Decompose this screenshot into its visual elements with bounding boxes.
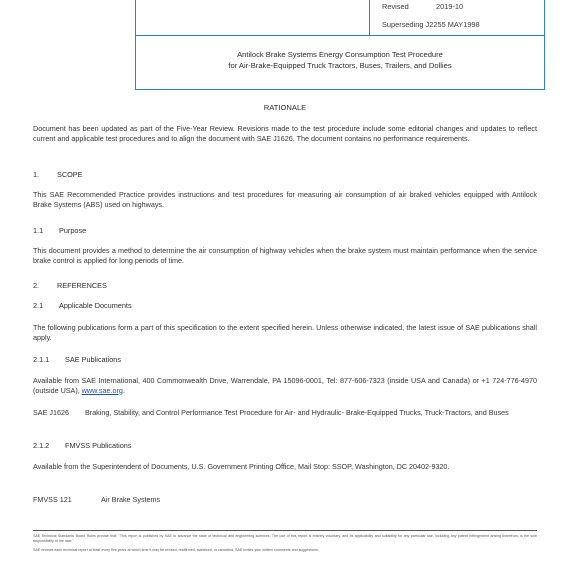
header-divider (136, 35, 544, 36)
section-number: 1. (33, 170, 40, 179)
section-title: REFERENCES (57, 281, 107, 290)
applicable-text: The following publications form a part of this specification to the extent specified herein. Unless otherwise indicated, the latest issue of SAE publications shall apply. (33, 323, 537, 342)
document-title-line-2: for Air-Brake-Equipped Truck Tractors, Buses, Trailers, and Dollies (228, 61, 452, 70)
reference-title: Air Brake Systems (101, 495, 161, 504)
document-title-line-1: Antilock Brake Systems Energy Consumption Test Procedure (237, 50, 443, 59)
section-number: 2. (33, 281, 40, 290)
section-title: Applicable Documents (59, 301, 132, 310)
section-number: 2.1.2 (33, 441, 50, 450)
section-title: SAE Publications (65, 355, 121, 364)
revised-date: 2019-10 (436, 2, 464, 11)
footer-disclaimer: SAE Technical Standards Board Rules provide that: "This report is published by SAE to advance the state of technical and engineering sciences. The use of this report is entirely voluntary, and its applicability and suitability for any particular use, including any patent infringement arising therefrom, is the sole responsibility of the user." (33, 534, 537, 543)
rationale-heading: RATIONALE (263, 103, 307, 112)
section-number: 1.1 (33, 226, 44, 235)
reference-code: FMVSS 121 (33, 495, 72, 504)
section-title: Purpose (59, 226, 87, 235)
purpose-text: This document provides a method to determine the air consumption of highway vehicles when the brake system must maintain performance when the service brake control is applied for long periods of time. (33, 246, 537, 265)
section-references-heading (33, 281, 107, 290)
section-sae-publications-heading (33, 355, 121, 364)
section-scope-heading (33, 170, 83, 179)
sae-address-end: . (122, 385, 125, 395)
scope-text: This SAE Recommended Practice provides instructions and test procedures for measuring air consumption of air braked vehicles equipped with Antilock Brake Systems (ABS) used on highways. (33, 190, 537, 209)
section-number: 2.1.1 (33, 355, 50, 364)
sae-publications-text (33, 376, 537, 395)
rationale-text: Document has been updated as part of the Five-Year Review. Revisions made to the test procedure include some editorial changes and updates to reflect current and applicable test procedures and to align the document with SAE J1626. The document contains no performance requirements. (33, 124, 537, 143)
footer-review-note: SAE reviews each technical report at least every five years at which time it may be revised, reaffirmed, stabilized, or cancelled. SAE invites your written comments and suggestions. (33, 548, 319, 552)
document-header (135, 0, 545, 90)
header-designation-cell (136, 0, 370, 35)
revised-label: Revised (382, 2, 409, 11)
section-applicable-heading (33, 301, 132, 310)
section-title: SCOPE (57, 170, 83, 179)
reference-code: SAE J1626 (33, 408, 69, 417)
section-title: FMVSS Publications (65, 441, 132, 450)
document-title (136, 49, 544, 71)
sae-address-text: Available from SAE International, 400 Commonwealth Drive, Warrendale, PA 15096-0001, Tel: 877-606-7323 (inside USA and Canada) or +1 724-776-4970 (outside USA), (33, 376, 537, 395)
footer-rule (33, 530, 537, 531)
reference-title: Braking, Stability, and Control Performance Test Procedure for Air- and Hydraulic- Brake-Equipped Trucks, Truck-Tractors, and Buses (85, 408, 509, 417)
section-number: 2.1 (33, 301, 44, 310)
sae-website-link[interactable]: www.sae.org (81, 385, 123, 395)
section-purpose-heading (33, 226, 86, 235)
fmvss-publications-text: Available from the Superintendent of Documents, U.S. Government Printing Office, Mail Stop: SSOP, Washington, DC 20402-9320. (33, 462, 450, 471)
section-fmvss-publications-heading (33, 441, 132, 450)
superseding-note: Superseding J2255 MAY1998 (382, 20, 480, 29)
